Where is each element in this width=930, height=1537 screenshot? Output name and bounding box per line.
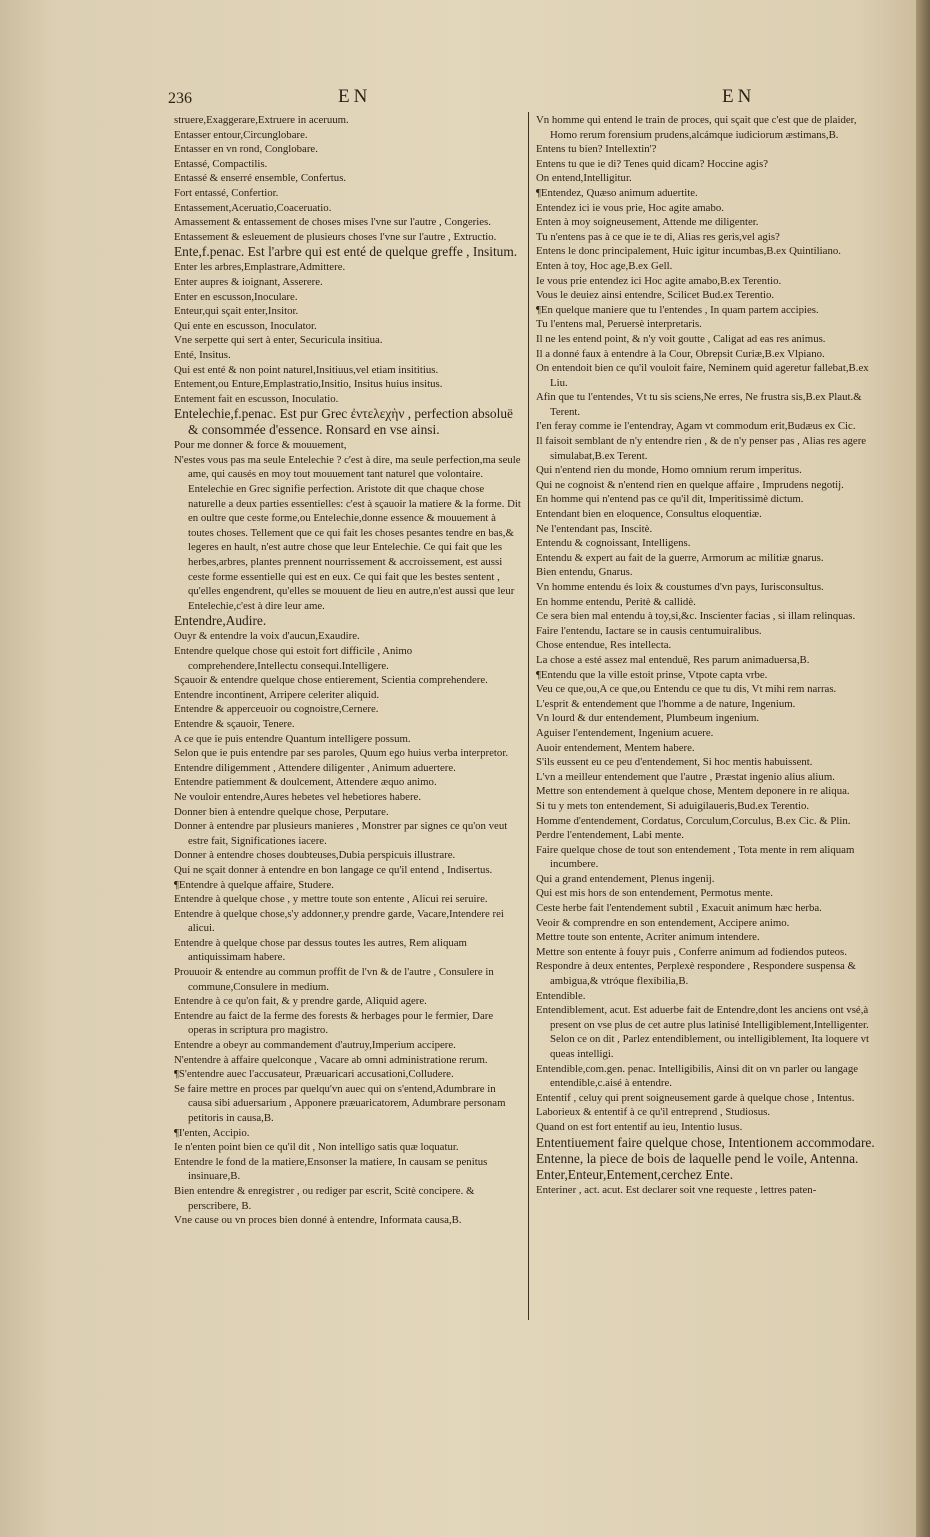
dictionary-entry: Qui est mis hors de son entendement, Permotus mente. <box>536 887 773 900</box>
dictionary-entry: Ie vous prie entendez ici Hoc agite amabo,B.ex Terentio. <box>536 274 782 287</box>
dictionary-entry: Selon que ie puis entendre par ses paroles, Quum ego huius verba interpretor. <box>174 747 509 760</box>
dictionary-entry: Entendre & sçauoir, Tenere. <box>174 717 295 730</box>
dictionary-entry: Entens tu bien? Intellextin'? <box>536 143 657 156</box>
page-number: 236 <box>168 90 192 107</box>
dictionary-entry: Entassé & enserré ensemble, Confertus. <box>174 172 347 185</box>
dictionary-entry: Entendre au faict de la ferme des forests & herbages pour le fermier, Dare operas in scriptura pro magistro. <box>174 1009 494 1037</box>
dictionary-entry: Il a donné faux à entendre à la Cour, Obrepsit Curiæ,B.ex Vlpiano. <box>536 347 825 360</box>
dictionary-entry: Entens le donc principalement, Huic igitur incumbas,B.ex Quintiliano. <box>536 245 841 258</box>
dictionary-entry: Entendre à quelque chose , y mettre toute son entente , Alicui rei seruire. <box>174 893 488 906</box>
dictionary-entry: Vn lourd & dur entendement, Plumbeum ingenium. <box>536 712 760 725</box>
dictionary-entry: Entendre patiemment & doulcement, Attendere æquo animo. <box>174 776 437 789</box>
dictionary-entry: Homme d'entendement, Cordatus, Corculum,Corculus, B.ex Cic. & Plin. <box>536 814 851 827</box>
dictionary-entry: Entendre à quelque chose,s'y addonner,y prendre garde, Vacare,Intendere rei alicui. <box>174 907 504 935</box>
dictionary-entry: Entendiblement, acut. Est aduerbe fait de Entendre,dont les anciens ont vsé,à present on vse plus de cet autre plus latinisé Intelligiblement,Intelligenter. Selon ce on dit , Parlez entendiblement, ou intelligiblement, Ita loquere vt queas intelligi. <box>536 1004 870 1060</box>
dictionary-entry: Mettre son entente à fouyr puis , Conferre animum ad fodiendos puteos. <box>536 945 847 958</box>
dictionary-entry: Donner bien à entendre quelque chose, Perputare. <box>174 805 389 818</box>
dictionary-entry: Faire quelque chose de tout son entendement , Tota mente in rem aliquam incumbere. <box>536 843 855 871</box>
dictionary-entry: ¶I'enten, Accipio. <box>174 1126 250 1139</box>
dictionary-entry: Ceste herbe fait l'entendement subtil , Exacuit animum hæc herba. <box>536 902 822 915</box>
dictionary-entry: Entendre à ce qu'on fait, & y prendre garde, Aliquid agere. <box>174 995 427 1008</box>
dictionary-entry: Enter,Enteur,Entement,cerchez Ente. <box>536 1166 734 1182</box>
dictionary-entry: Entendre diligemment , Attendere diligenter , Animum aduertere. <box>174 761 456 774</box>
dictionary-entry: Ce sera bien mal entendu à toy,si,&c. Inscienter facias , si illam relinquas. <box>536 610 856 623</box>
dictionary-entry: Enteriner , act. acut. Est declarer soit vne requeste , lettres paten- <box>536 1183 817 1196</box>
dictionary-entry: Entendre à quelque chose par dessus toutes les autres, Rem aliquam antiquissimam habere. <box>174 936 467 964</box>
dictionary-entry: Ne vouloir entendre,Aures hebetes vel hebetiores habere. <box>174 790 422 803</box>
dictionary-entry: Pour me donner & force & mouuement, <box>174 439 347 452</box>
dictionary-entry: N'entendre à affaire quelconque , Vacare ab omni administratione rerum. <box>174 1053 488 1066</box>
dictionary-entry: Entens tu que ie di? Tenes quid dicam? Hoccine agis? <box>536 157 769 170</box>
dictionary-entry: Qui n'entend rien du monde, Homo omnium rerum imperitus. <box>536 464 802 477</box>
dictionary-entry: Ententif , celuy qui prent soigneusement garde à quelque chose , Intentus. <box>536 1091 855 1104</box>
dictionary-entry: Entendre a obeyr au commandement d'autruy,Imperium accipere. <box>174 1039 456 1052</box>
running-head-right: EN <box>722 86 756 107</box>
dictionary-entry: Entendre incontinent, Arripere celeriter aliquid. <box>174 688 380 701</box>
dictionary-entry: Ententiuement faire quelque chose, Intentionem accommodare. <box>536 1134 875 1150</box>
dictionary-entry: Sçauoir & entendre quelque chose entierement, Scientia comprehendere. <box>174 674 488 687</box>
dictionary-entry: Entenne, la piece de bois de laquelle pend le voile, Antenna. <box>536 1150 859 1166</box>
dictionary-entry: Enten à toy, Hoc age,B.ex Gell. <box>536 259 673 272</box>
dictionary-entry: Donner à entendre par plusieurs manieres , Monstrer par signes ce qu'on veut estre fait, Significationes iacere. <box>174 820 508 847</box>
dictionary-entry: Entement,ou Enture,Emplastratio,Insitio, Insitus huius insitus. <box>174 378 443 391</box>
dictionary-entry: En homme entendu, Peritè & callidè. <box>536 595 696 608</box>
dictionary-entry: Qui est enté & non point naturel,Insitiuus,vel etiam insititius. <box>174 363 439 376</box>
dictionary-entry: Chose entendue, Res intellecta. <box>536 639 672 652</box>
dictionary-entry: Bien entendu, Gnarus. <box>536 566 633 579</box>
dictionary-entry: Ie n'enten point bien ce qu'il dit , Non intelligo satis quæ loquatur. <box>174 1141 459 1154</box>
dictionary-entry: Mettre toute son entente, Acriter animum intendere. <box>536 931 760 944</box>
dictionary-entry: Entassement & esleuement de plusieurs choses l'vne sur l'autre , Extructio. <box>174 230 497 243</box>
dictionary-entry: Perdre l'entendement, Labi mente. <box>536 829 684 842</box>
dictionary-entry: A ce que ie puis entendre Quantum intelligere possum. <box>174 732 411 745</box>
dictionary-entry: Ente,f.penac. Est l'arbre qui est enté de quelque greffe , Insitum. <box>174 244 518 260</box>
dictionary-entry: Entelechie,f.penac. Est pur Grec ἐντελεχὴν , perfection absoluë & consommée d'essence. Ronsard en vse ainsi. <box>174 406 513 438</box>
dictionary-entry: ¶Entendu que la ville estoit prinse, Vtpote capta vrbe. <box>536 668 768 681</box>
dictionary-entry: Ne l'entendant pas, Inscitè. <box>536 522 653 535</box>
dictionary-entry: Enter les arbres,Emplastrare,Admittere. <box>174 261 346 274</box>
dictionary-entry: Amassement & entassement de choses mises l'vne sur l'autre , Congeries. <box>174 216 491 229</box>
dictionary-entry: La chose a esté assez mal entenduë, Res parum animaduersa,B. <box>536 653 810 666</box>
dictionary-entry: Respondre à deux ententes, Perplexè respondere , Respondere suspensa & ambigua,& vtróque flexibilia,B. <box>536 960 856 988</box>
dictionary-entry: Qui ne sçait donner à entendre en bon langage ce qu'il entend , Indisertus. <box>174 863 493 876</box>
dictionary-entry: On entendoit bien ce qu'il vouloit faire, Neminem quid ageretur fallebat,B.ex Liu. <box>536 362 869 389</box>
column-divider <box>528 112 529 1320</box>
dictionary-entry: Enté, Insitus. <box>174 348 231 361</box>
dictionary-entry: ¶En quelque maniere que tu l'entendes , In quam partem accipies. <box>536 303 819 316</box>
dictionary-entry: Entement fait en escusson, Inoculatio. <box>174 392 339 405</box>
dictionary-entry: Vous le deuiez ainsi entendre, Scilicet Bud.ex Terentio. <box>536 289 775 302</box>
dictionary-entry: Quand on est fort ententif au ieu, Intentio lusus. <box>536 1120 743 1133</box>
dictionary-entry: Entendez ici ie vous prie, Hoc agite amabo. <box>536 201 724 214</box>
dictionary-entry: Mettre son entendement à quelque chose, Mentem deponere in re aliqua. <box>536 785 850 798</box>
dictionary-entry: Entendre,Audire. <box>174 613 267 629</box>
dictionary-entry: Vne serpette qui sert à enter, Securicula insitiua. <box>174 334 383 347</box>
dictionary-entry: ¶Entendez, Quæso animum aduertite. <box>536 186 698 199</box>
dictionary-entry: Entendu & expert au fait de la guerre, Armorum ac militiæ gnarus. <box>536 551 824 564</box>
left-column <box>174 113 522 1228</box>
dictionary-entry: Ouyr & entendre la voix d'aucun,Exaudire. <box>174 630 360 643</box>
dictionary-entry: Enteur,qui sçait enter,Insitor. <box>174 305 299 318</box>
dictionary-entry: Entasser entour,Circunglobare. <box>174 128 308 141</box>
dictionary-entry: ¶Entendre à quelque affaire, Studere. <box>174 878 334 891</box>
page-header <box>0 86 930 116</box>
dictionary-entry: Enten à moy soigneusement, Attende me diligenter. <box>536 216 759 229</box>
dictionary-entry: Auoir entendement, Mentem habere. <box>536 741 695 754</box>
right-column <box>536 113 884 1197</box>
dictionary-entry: N'estes vous pas ma seule Entelechie ? c'est à dire, ma seule perfection,ma seule ame, qui causés en moy tout mouuement tant naturel que volontaire. Entelechie en Grec signifie perfection. Aristote dit que chaque chose naturelle a deux parties essentielles: c'est à sçauoir la matiere & la forme. Dit en oultre que ceste forme,ou Entelechie,donne essence & mouuement à toutes choses. Tellement que ce qui fait les choses pesantes tendre en bas,& legeres en hault, n'est autre chose que leur Entelechie. Ce qui fait que les herbes,arbres, plantes prennent nourrissement & accroissement, est aussi ceste forme essentielle qui est en eux. Ce qui fait que les bestes sentent , qu'elles engendrent, qu'elles se mouuent de lieu en autre,n'est aussi que leur Entelechie,c'est à dire leur ame. <box>174 453 521 612</box>
dictionary-entry: Entendre le fond de la matiere,Ensonser la matiere, In causam se penitus insinuare,B. <box>174 1155 488 1183</box>
dictionary-entry: Il ne les entend point, & n'y voit goutte , Caligat ad eas res animus. <box>536 332 826 345</box>
dictionary-entry: Qui ne cognoist & n'entend rien en quelque affaire , Imprudens negotij. <box>536 478 844 491</box>
page-edge <box>916 0 930 1537</box>
dictionary-entry: Qui ente en escusson, Inoculator. <box>174 319 317 332</box>
dictionary-entry: Entendant bien en eloquence, Consultus eloquentiæ. <box>536 508 762 521</box>
dictionary-entry: Se faire mettre en proces par quelqu'vn auec qui on s'entend,Adumbrare in causa sibi aduersarium , Apponere præuaricatorem, Adumbrare personam petitoris in causa,B. <box>174 1082 506 1124</box>
dictionary-entry: L'esprit & entendement que l'homme a de nature, Ingenium. <box>536 697 796 710</box>
dictionary-entry: Faire l'entendu, Iactare se in causis centumuiralibus. <box>536 624 762 637</box>
dictionary-entry: Bien entendre & enregistrer , ou rediger par escrit, Scitè concipere. & perscribere, B. <box>174 1184 475 1212</box>
dictionary-entry: Si tu y mets ton entendement, Si aduigilaueris,Bud.ex Terentio. <box>536 799 810 812</box>
dictionary-entry: On entend,Intelligitur. <box>536 172 632 185</box>
dictionary-entry: S'ils eussent eu ce peu d'entendement, Si hoc mentis habuissent. <box>536 756 813 769</box>
dictionary-entry: Afin que tu l'entendes, Vt tu sis sciens,Ne erres, Ne frustra sis,B.ex Plaut.& Terent. <box>536 391 862 418</box>
dictionary-entry: Enter en escusson,Inoculare. <box>174 290 298 303</box>
dictionary-entry: L'vn a meilleur entendement que l'autre , Præstat ingenio alius alium. <box>536 770 835 783</box>
dictionary-entry: Il faisoit semblant de n'y entendre rien , & de n'y penser pas , Alias res agere simulabat,B.ex Terent. <box>536 435 867 462</box>
dictionary-entry: I'en feray comme ie l'entendray, Agam vt commodum erit,Budæus ex Cic. <box>536 420 856 433</box>
dictionary-entry: Entassement,Aceruatio,Coaceruatio. <box>174 201 332 214</box>
dictionary-entry: Qui a grand entendement, Plenus ingenij. <box>536 872 715 885</box>
dictionary-entry: Entendible. <box>536 989 586 1002</box>
dictionary-entry: Fort entassé, Confertior. <box>174 186 279 199</box>
dictionary-entry: Donner à entendre choses doubteuses,Dubia perspicuis illustrare. <box>174 849 456 862</box>
dictionary-entry: Entendre & apperceuoir ou cognoistre,Cernere. <box>174 703 379 716</box>
dictionary-entry: Veoir & comprendre en son entendement, Accipere animo. <box>536 916 790 929</box>
dictionary-entry: Prouuoir & entendre au commun proffit de l'vn & de l'autre , Consulere in commune,Consulere in medium. <box>174 966 494 993</box>
dictionary-entry: Entendible,com.gen. penac. Intelligibilis, Ainsi dit on vn parler ou langage entendible,c.aisé à entendre. <box>536 1062 859 1090</box>
dictionary-entry: Entendre quelque chose qui estoit fort difficile , Animo comprehendere,Intellectu consequi.Intelligere. <box>174 645 413 672</box>
dictionary-entry: Entendu & cognoissant, Intelligens. <box>536 537 691 550</box>
dictionary-entry: Entassé, Compactilis. <box>174 157 268 170</box>
dictionary-entry: Entasser en vn rond, Conglobare. <box>174 143 318 156</box>
dictionary-entry: Aguiser l'entendement, Ingenium acuere. <box>536 726 714 739</box>
dictionary-entry: Tu l'entens mal, Peruersè interpretaris. <box>536 318 702 331</box>
dictionary-entry: Veu ce que,ou,A ce que,ou Entendu ce que tu dis, Vt mihi rem narras. <box>536 683 837 696</box>
dictionary-entry: struere,Exaggerare,Extruere in aceruum. <box>174 114 349 126</box>
dictionary-entry: Vne cause ou vn proces bien donné à entendre, Informata causa,B. <box>174 1214 462 1227</box>
dictionary-entry: Vn homme entendu és loix & coustumes d'vn pays, Iurisconsultus. <box>536 581 824 593</box>
dictionary-entry: Laborieux & ententif à ce qu'il entreprend , Studiosus. <box>536 1106 771 1119</box>
dictionary-entry: En homme qui n'entend pas ce qu'il dit, Imperitissimè dictum. <box>536 493 804 506</box>
dictionary-entry: ¶S'entendre auec l'accusateur, Præuaricari accusationi,Colludere. <box>174 1068 454 1081</box>
dictionary-entry: Tu n'entens pas à ce que ie te di, Alias res geris,vel agis? <box>536 230 780 243</box>
running-head-left: EN <box>338 86 372 107</box>
dictionary-entry: Enter aupres & ioignant, Asserere. <box>174 275 323 288</box>
dictionary-entry: Vn homme qui entend le train de proces, qui sçait que c'est que de plaider, Homo rerum forensium prudens,alcámque iudiciorum æstimans,B. <box>536 114 857 141</box>
